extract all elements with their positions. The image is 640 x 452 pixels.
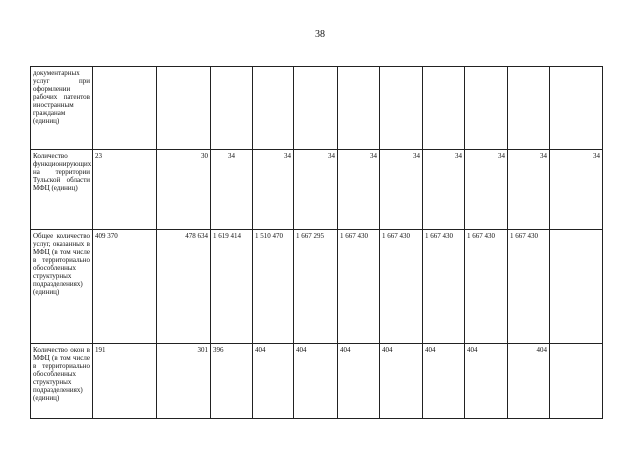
row-label: Общее количество услуг, оказанных в МФЦ (в том числе в территориально обособленных структурных подразделениях) (единиц) xyxy=(33,232,90,296)
value-cell: 404 xyxy=(380,344,423,419)
value-cell: 478 634 xyxy=(157,230,211,344)
value-cell: 1 667 430 xyxy=(380,230,423,344)
value-cell: 1 667 430 xyxy=(508,230,550,344)
label-cell xyxy=(31,230,93,344)
value-cell: 404 xyxy=(338,344,380,419)
value-cell: 23 xyxy=(93,150,157,230)
value-cell: 1 510 470 xyxy=(253,230,294,344)
value-cell: 34 xyxy=(465,150,508,230)
value-cell: 404 xyxy=(508,344,550,419)
statistics-table xyxy=(30,66,603,419)
value-cell: 1 667 295 xyxy=(294,230,338,344)
value-cell xyxy=(338,67,380,150)
value-cell xyxy=(157,67,211,150)
page-number: 38 xyxy=(315,29,325,40)
value-cell: 30 xyxy=(157,150,211,230)
value-cell xyxy=(465,67,508,150)
value-cell: 34 xyxy=(338,150,380,230)
value-cell: 301 xyxy=(157,344,211,419)
value-cell xyxy=(380,67,423,150)
table-row xyxy=(31,67,603,150)
value-cell: 1 667 430 xyxy=(338,230,380,344)
value-cell xyxy=(550,67,603,150)
table-row xyxy=(31,150,603,230)
label-cell xyxy=(31,344,93,419)
value-cell: 396 xyxy=(211,344,253,419)
row-label: Количество окон в МФЦ (в том числе в территориально обособленных структурных подразделениях) (единиц) xyxy=(33,346,90,402)
value-cell xyxy=(253,67,294,150)
value-cell xyxy=(294,67,338,150)
value-cell xyxy=(508,67,550,150)
value-cell xyxy=(550,230,603,344)
value-cell: 404 xyxy=(465,344,508,419)
value-cell: 191 xyxy=(93,344,157,419)
value-cell: 409 370 xyxy=(93,230,157,344)
value-cell: 34 xyxy=(253,150,294,230)
value-cell: 34 xyxy=(550,150,603,230)
value-cell: 34 xyxy=(508,150,550,230)
row-label: Количество функционирующих на территории Тульской области МФЦ (единиц) xyxy=(33,152,92,192)
table-row xyxy=(31,230,603,344)
table-row xyxy=(31,344,603,419)
value-cell: 34 xyxy=(211,150,253,230)
value-cell: 34 xyxy=(423,150,465,230)
value-cell: 34 xyxy=(294,150,338,230)
value-cell xyxy=(423,67,465,150)
value-cell xyxy=(211,67,253,150)
value-cell: 1 667 430 xyxy=(465,230,508,344)
value-cell: 1 619 414 xyxy=(211,230,253,344)
value-cell: 404 xyxy=(253,344,294,419)
value-cell: 404 xyxy=(294,344,338,419)
value-cell: 404 xyxy=(423,344,465,419)
label-cell xyxy=(31,67,93,150)
value-cell xyxy=(93,67,157,150)
value-cell: 34 xyxy=(380,150,423,230)
label-cell xyxy=(31,150,93,230)
value-cell xyxy=(550,344,603,419)
row-label: документарных услуг при оформлении рабочих патентов иностранным гражданам (единиц) xyxy=(33,69,90,125)
value-cell: 1 667 430 xyxy=(423,230,465,344)
